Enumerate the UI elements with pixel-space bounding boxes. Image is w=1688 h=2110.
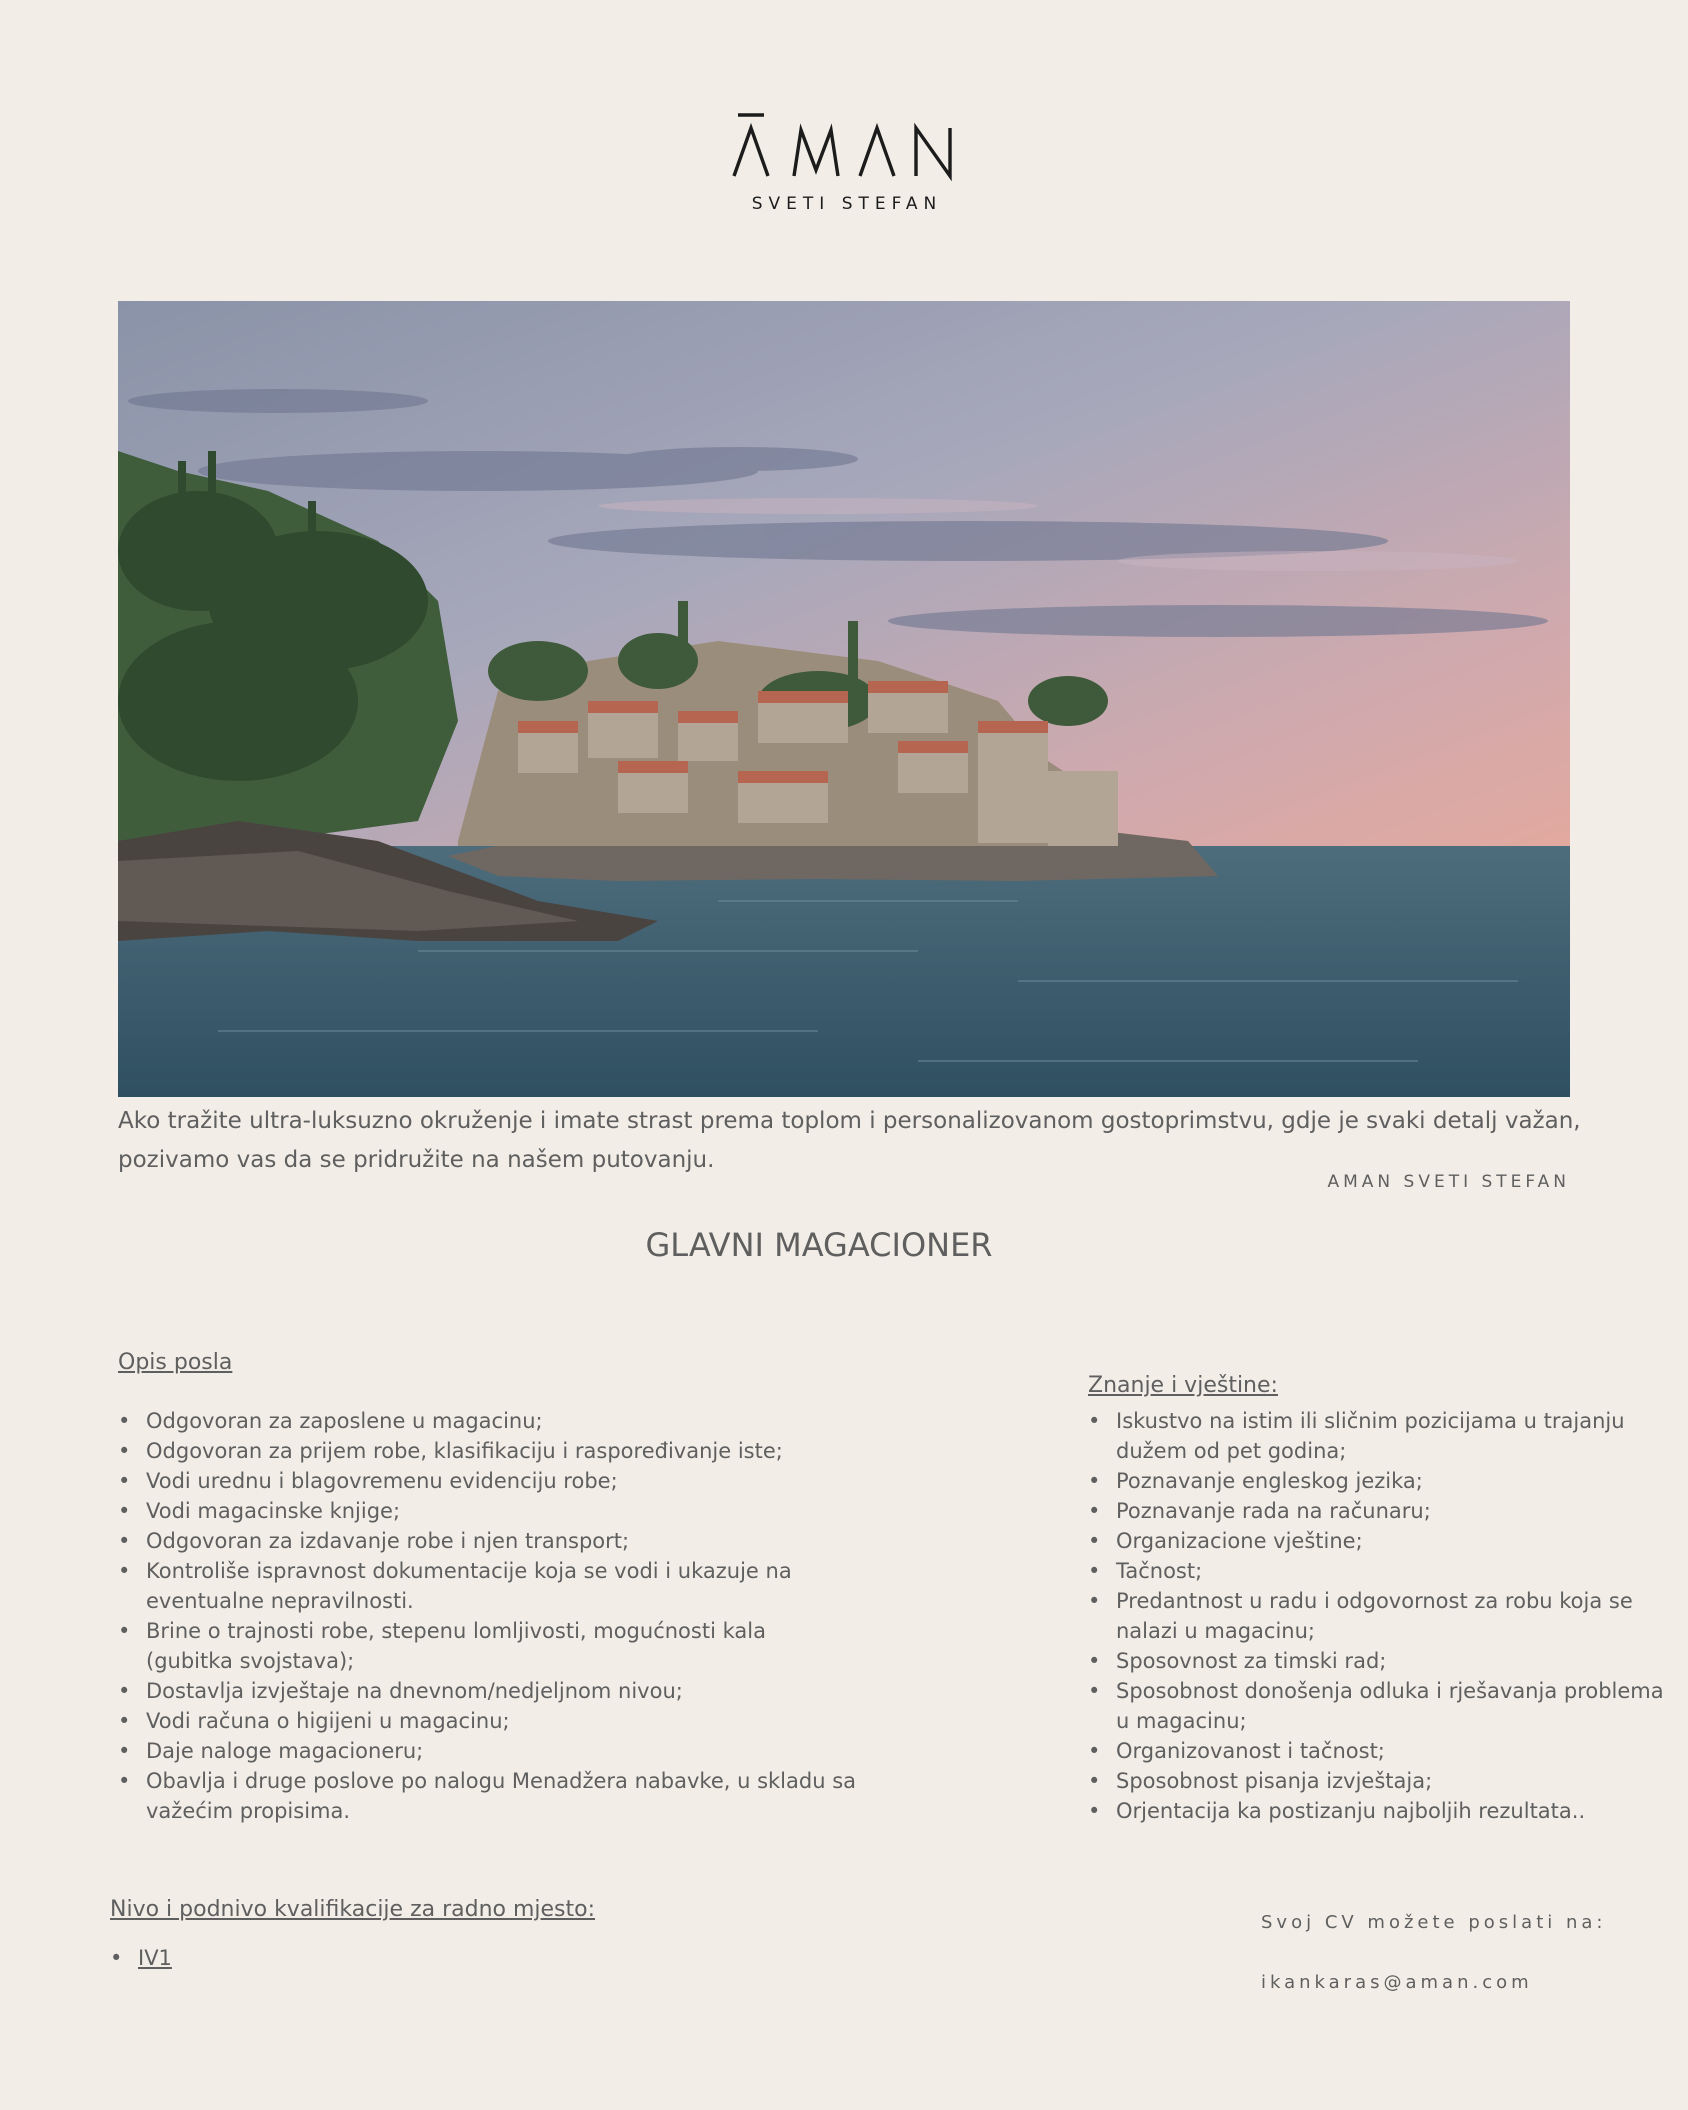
skills-heading: Znanje i vještine:: [1088, 1373, 1278, 1398]
skill-item: • Poznavanje rada na računaru;: [1088, 1496, 1668, 1526]
contact-label: Svoj CV možete poslati na:: [1261, 1912, 1607, 1933]
duties-heading: Opis posla: [118, 1350, 233, 1375]
duty-item: • Dostavlja izvještaje na dnevnom/nedjeljnom nivou;: [118, 1676, 858, 1706]
logo-subtitle: SVETI STEFAN: [751, 194, 943, 214]
skill-item: • Poznavanje engleskog jezika;: [1088, 1466, 1668, 1496]
skill-item: • Organizacione vještine;: [1088, 1526, 1668, 1556]
duties-list: [118, 1406, 858, 1826]
qualification-heading: Nivo i podnivo kvalifikacije za radno mjesto:: [110, 1897, 596, 1922]
skill-item: • Tačnost;: [1088, 1556, 1668, 1586]
skill-item: • Organizovanost i tačnost;: [1088, 1736, 1668, 1766]
job-title: GLAVNI MAGACIONER: [645, 1226, 993, 1264]
duty-item: • Odgovoran za prijem robe, klasifikaciju i raspoređivanje iste;: [118, 1436, 858, 1466]
skill-item: • Orjentacija ka postizanju najboljih rezultata..: [1088, 1796, 1668, 1826]
duty-item: • Odgovoran za izdavanje robe i njen transport;: [118, 1526, 858, 1556]
brand-logo: [0, 112, 1688, 214]
duty-item: • Vodi magacinske knjige;: [118, 1496, 858, 1526]
skills-list: [1088, 1406, 1668, 1826]
duty-item: • Brine o trajnosti robe, stepenu lomljivosti, mogućnosti kala (gubitka svojstava);: [118, 1616, 858, 1676]
skill-item: • Sposobnost donošenja odluka i rješavanja problema u magacinu;: [1088, 1676, 1668, 1736]
skill-item: • Iskustvo na istim ili sličnim pozicijama u trajanju dužem od pet godina;: [1088, 1406, 1668, 1466]
intro-text: Ako tražite ultra-luksuzno okruženje i imate strast prema toplom i personalizovanom gostoprimstvu, gdje je svaki detalj važan, pozivamo vas da se pridružite na našem putovanju.: [118, 1108, 1581, 1173]
hero-image-sveti-stefan: [118, 301, 1570, 1097]
skill-item: • Sposovnost za timski rad;: [1088, 1646, 1668, 1676]
contact-email[interactable]: ikankaras@aman.com: [1261, 1972, 1533, 1993]
aman-wordmark: [732, 112, 956, 182]
duty-item: • Daje naloge magacioneru;: [118, 1736, 858, 1766]
duty-item: • Vodi urednu i blagovremenu evidenciju robe;: [118, 1466, 858, 1496]
qualification-item: [110, 1943, 510, 1973]
skill-item: • Predantnost u radu i odgovornost za robu koja se nalazi u magacinu;: [1088, 1586, 1668, 1646]
duty-item: • Obavlja i druge poslove po nalogu Menadžera nabavke, u skladu sa važećim propisima.: [118, 1766, 858, 1826]
intro-signature: AMAN SVETI STEFAN: [1327, 1172, 1570, 1192]
duty-item: • Vodi računa o higijeni u magacinu;: [118, 1706, 858, 1736]
skill-item: • Sposobnost pisanja izvještaja;: [1088, 1766, 1668, 1796]
qualification-list: [110, 1943, 510, 1973]
duty-item: • Odgovoran za zaposlene u magacinu;: [118, 1406, 858, 1436]
qualification-level: IV1: [138, 1946, 172, 1970]
duty-item: • Kontroliše ispravnost dokumentacije koja se vodi i ukazuje na eventualne nepravilnosti.: [118, 1556, 858, 1616]
